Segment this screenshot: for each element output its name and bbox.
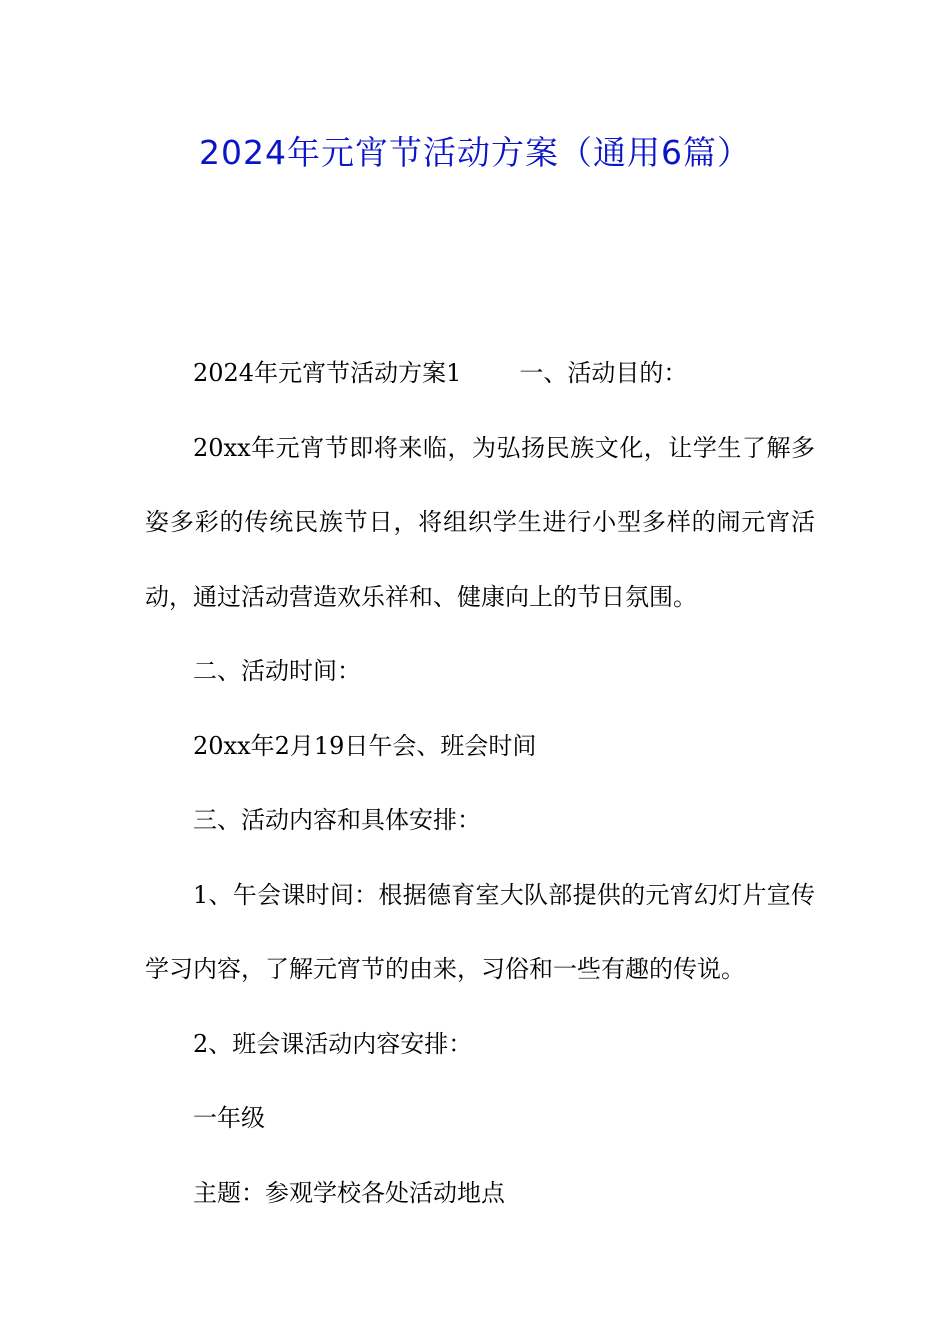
document-title: 2024年元宵节活动方案（通用6篇） [199, 133, 751, 172]
paragraph-time: 20xx年2月19日午会、班会时间 [193, 731, 537, 760]
section-heading-line [145, 336, 815, 411]
paragraph-noon-class: 1、午会课时间：根据德育室大队部提供的元宵幻灯片宣传学习内容，了解元宵节的由来，习俗和一些有趣的传说。 [145, 880, 815, 983]
section-content-heading: 三、活动内容和具体安排： [193, 806, 481, 834]
paragraph-grade-one: 一年级 [193, 1104, 265, 1132]
plan-heading: 2024年元宵节活动方案1 [193, 359, 462, 387]
paragraph-class-meeting: 2、班会课活动内容安排： [193, 1029, 473, 1058]
section-time-heading: 二、活动时间： [193, 657, 361, 685]
document-body [145, 336, 815, 1230]
paragraph-purpose: 20xx年元宵节即将来临，为弘扬民族文化，让学生了解多姿多彩的传统民族节日，将组织学生进行小型多样的闹元宵活动，通过活动营造欢乐祥和、健康向上的节日氛围。 [145, 433, 815, 611]
section-purpose-heading: 一、活动目的： [519, 359, 688, 387]
paragraph-theme: 主题：参观学校各处活动地点 [193, 1178, 505, 1207]
